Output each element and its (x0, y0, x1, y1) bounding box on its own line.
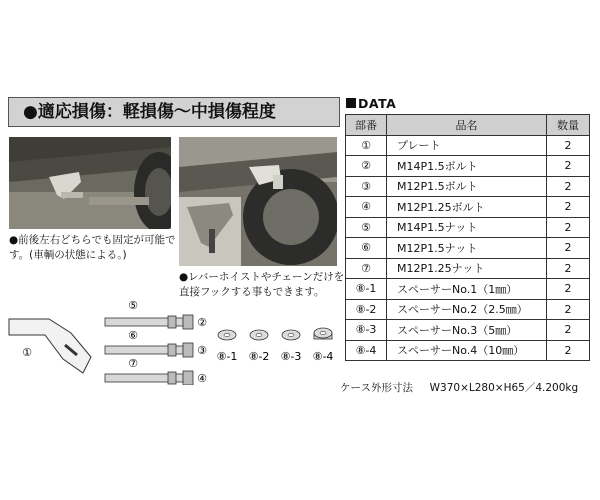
table-row (346, 197, 590, 218)
qty-cell: 2 (547, 156, 590, 177)
qty-cell: 2 (547, 299, 590, 320)
spec-table (345, 114, 590, 361)
table-row (346, 176, 590, 197)
table-header-row (346, 115, 590, 136)
part-no-cell: ⑧-2 (346, 299, 387, 320)
vehicle-underside-photo (9, 137, 171, 229)
table-row (346, 258, 590, 279)
part-no-cell: ③ (346, 176, 387, 197)
wheel-hook-photo (179, 137, 337, 266)
table-row (346, 217, 590, 238)
table-row (346, 279, 590, 300)
qty-cell: 2 (547, 238, 590, 259)
qty-cell: 2 (547, 258, 590, 279)
table-row (346, 238, 590, 259)
part-no-cell: ⑧-1 (346, 279, 387, 300)
qty-cell: 2 (547, 320, 590, 341)
table-row (346, 156, 590, 177)
part-no-cell: ① (346, 135, 387, 156)
case-dimensions-value: W370×L280×H65／4.200kg (429, 382, 579, 394)
table-row (346, 135, 590, 156)
part-no-cell: ⑤ (346, 217, 387, 238)
bolt-row-1 (105, 315, 193, 329)
header-part-no: 部番 (346, 115, 387, 136)
label-bolt6: ⑥ (128, 329, 138, 342)
part-no-cell: ④ (346, 197, 387, 218)
spacer-washers (218, 328, 332, 340)
part-name-cell: M14P1.5ボルト (387, 156, 547, 177)
square-bullet-icon (346, 98, 356, 108)
headline-text: ●適応損傷：軽損傷〜中損傷程度 (23, 102, 276, 122)
label-bolt7: ⑦ (128, 357, 138, 370)
part-name-cell: スペーサーNo.1（1㎜） (387, 279, 547, 300)
part-name-cell: スペーサーNo.3（5㎜） (387, 320, 547, 341)
case-dimensions-label: ケース外形寸法 (340, 382, 413, 394)
qty-cell: 2 (547, 217, 590, 238)
table-row (346, 320, 590, 341)
photo1-caption: ●前後左右どちらでも固定が可能です。(車輌の状態による。) (9, 234, 176, 261)
part-name-cell: M12P1.5ナット (387, 238, 547, 259)
label-spacer3: ⑧-3 (280, 350, 302, 363)
part-no-cell: ⑥ (346, 238, 387, 259)
label-bolt2: ② (197, 316, 207, 329)
headline-banner (8, 97, 340, 127)
qty-cell: 2 (547, 279, 590, 300)
part-name-cell: M12P1.25ボルト (387, 197, 547, 218)
bolt-row-2 (105, 343, 193, 357)
label-spacer1: ⑧-1 (216, 350, 238, 363)
part-no-cell: ⑧-4 (346, 340, 387, 361)
part-name-cell: プレート (387, 135, 547, 156)
label-bolt3: ③ (197, 344, 207, 357)
qty-cell: 2 (547, 176, 590, 197)
header-name: 品名 (387, 115, 547, 136)
label-spacer2: ⑧-2 (248, 350, 270, 363)
part-no-cell: ⑦ (346, 258, 387, 279)
data-title-text: DATA (358, 96, 397, 111)
part-name-cell: M14P1.5ナット (387, 217, 547, 238)
part-name-cell: スペーサーNo.4（10㎜） (387, 340, 547, 361)
photo2-caption: ●レバーホイストやチェーンだけを直接フックする事もできます。 (179, 271, 345, 298)
label-spacer4: ⑧-4 (312, 350, 334, 363)
qty-cell: 2 (547, 197, 590, 218)
label-bolt5: ⑤ (128, 299, 138, 312)
part-no-cell: ⑧-3 (346, 320, 387, 341)
part-name-cell: スペーサーNo.2（2.5㎜） (387, 299, 547, 320)
label-bolt4: ④ (197, 372, 207, 385)
header-qty: 数量 (547, 115, 590, 136)
data-title (346, 96, 396, 111)
parts-diagram (5, 295, 350, 385)
qty-cell: 2 (547, 135, 590, 156)
table-row (346, 299, 590, 320)
table-row (346, 340, 590, 361)
label-part1: ① (22, 346, 32, 359)
part-name-cell: M12P1.5ボルト (387, 176, 547, 197)
part-name-cell: M12P1.25ナット (387, 258, 547, 279)
case-dimensions (340, 380, 578, 395)
bolt-row-3 (105, 371, 193, 385)
qty-cell: 2 (547, 340, 590, 361)
part-no-cell: ② (346, 156, 387, 177)
